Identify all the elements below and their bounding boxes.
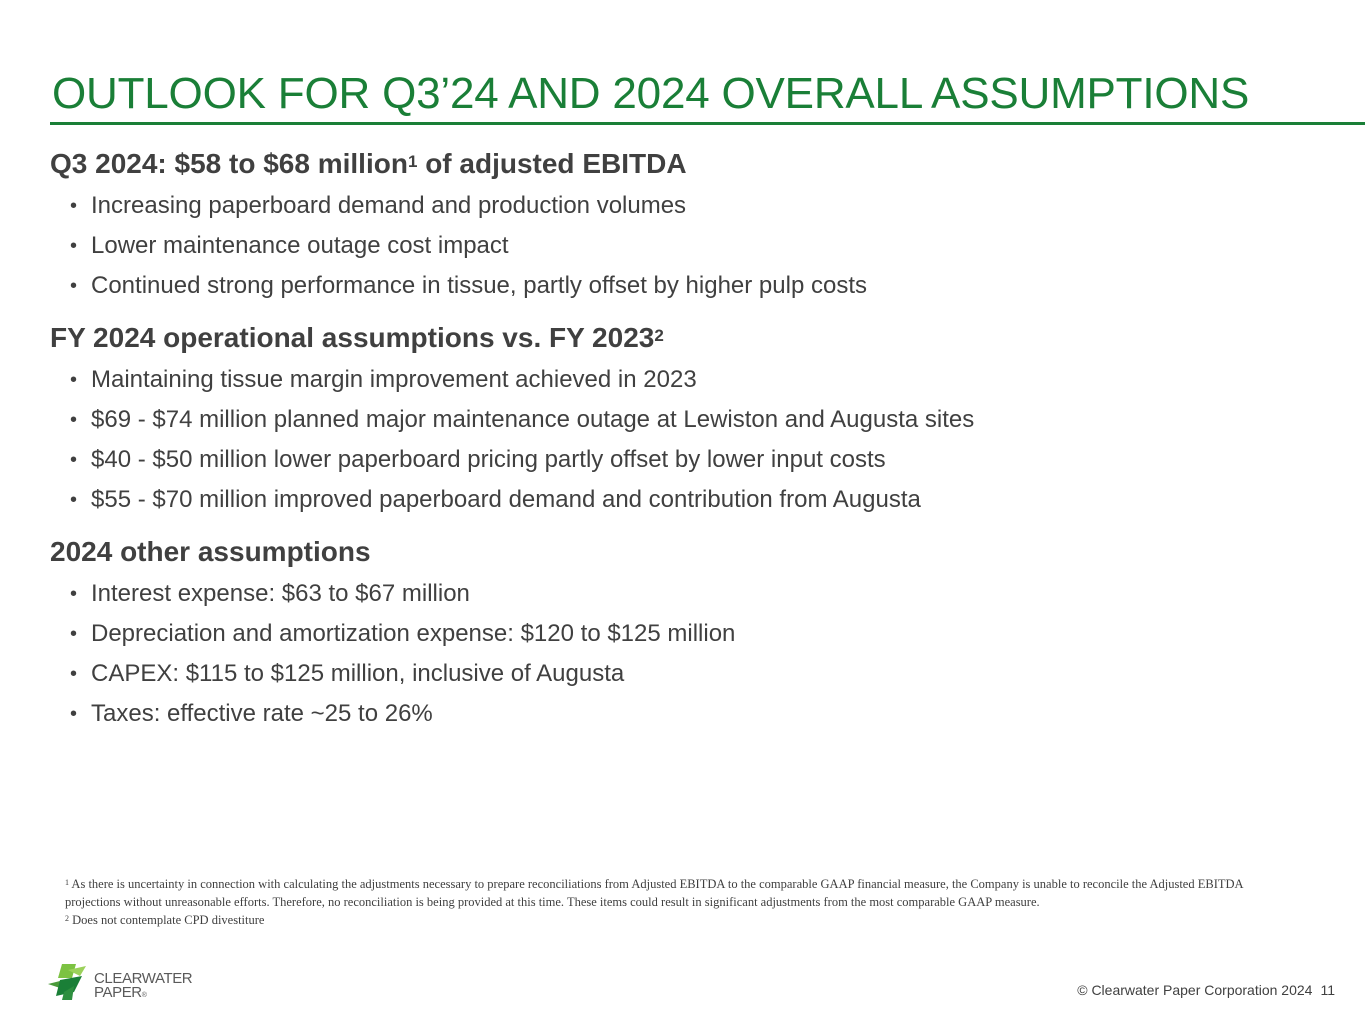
bullet-item (50, 574, 1330, 614)
section-heading (50, 146, 1330, 182)
bullet-icon: • (70, 235, 78, 257)
section-fy-operational (50, 320, 1330, 520)
footnote-1 (65, 875, 1285, 911)
bullet-text: Continued strong performance in tissue, partly offset by higher pulp costs (91, 272, 867, 299)
bullet-item (50, 226, 1330, 266)
section-heading (50, 320, 1330, 356)
bullet-item (50, 654, 1330, 694)
footnote-marker: 1 (65, 878, 69, 887)
bullet-text: Taxes: effective rate ~25 to 26% (91, 700, 433, 727)
section-other-assumptions (50, 534, 1330, 734)
footnote-text: As there is uncertainty in connection with calculating the adjustments necessary to prepare reconciliations from Adjusted EBITDA to the comparable GAAP financial measure, the Company is unable to reconcile the Adjusted EBITDA projections without unreasonable efforts. Therefore, no reconciliation is being provided at this time. These items could result in significant adjustments from the most comparable GAAP measure. (65, 877, 1243, 909)
bullet-item (50, 480, 1330, 520)
bullet-text: Interest expense: $63 to $67 million (91, 580, 470, 607)
bullet-item (50, 614, 1330, 654)
footnote-ref: 1 (407, 152, 418, 171)
bullet-icon: • (70, 583, 78, 605)
slide-title: OUTLOOK FOR Q3’24 AND 2024 OVERALL ASSUMPTIONS (52, 69, 1250, 118)
bullet-text: Depreciation and amortization expense: $120 to $125 million (91, 620, 736, 647)
bullet-item (50, 694, 1330, 734)
bullet-item (50, 266, 1330, 306)
footnote-text: Does not contemplate CPD divestiture (69, 913, 265, 927)
bullet-icon: • (70, 663, 78, 685)
bullet-icon: • (70, 489, 78, 511)
logo-line-2 (94, 986, 192, 1003)
section-heading-tail: of adjusted EBITDA (417, 148, 687, 179)
title-divider (50, 122, 1365, 125)
footnotes (65, 875, 1285, 929)
bullet-text: Lower maintenance outage cost impact (91, 232, 509, 259)
bullet-list (50, 574, 1330, 734)
bullet-icon: • (70, 703, 78, 725)
bullet-icon: • (70, 369, 78, 391)
bullet-list (50, 360, 1330, 520)
section-heading-text: FY 2024 operational assumptions vs. FY 2023 (50, 322, 655, 353)
slide-content (50, 146, 1330, 748)
bullet-icon: • (70, 449, 78, 471)
bullet-list (50, 186, 1330, 306)
bullet-text: $55 - $70 million improved paperboard demand and contribution from Augusta (91, 486, 921, 513)
bullet-icon: • (70, 195, 78, 217)
section-heading (50, 534, 1330, 570)
bullet-text: Increasing paperboard demand and production volumes (91, 192, 687, 219)
bullet-item (50, 186, 1330, 226)
bullet-item (50, 360, 1330, 400)
section-q3-outlook (50, 146, 1330, 306)
company-logo (46, 962, 206, 1004)
logo-wordmark (94, 972, 192, 1003)
footnote-2 (65, 911, 1285, 929)
bullet-text: Maintaining tissue margin improvement achieved in 2023 (91, 366, 697, 393)
logo-line-1: CLEARWATER (94, 970, 193, 987)
bullet-item (50, 400, 1330, 440)
section-heading-text: 2024 other assumptions (50, 536, 371, 567)
leaf-logo-icon (46, 962, 92, 1002)
page-number: 11 (1320, 982, 1335, 998)
footnote-ref: 2 (654, 326, 664, 345)
registered-mark: ® (141, 992, 147, 999)
bullet-icon: • (70, 275, 78, 297)
bullet-text: $69 - $74 million planned major maintenance outage at Lewiston and Augusta sites (91, 406, 975, 433)
bullet-item (50, 440, 1330, 480)
bullet-text: CAPEX: $115 to $125 million, inclusive of Augusta (91, 660, 625, 687)
bullet-text: $40 - $50 million lower paperboard pricing partly offset by lower input costs (91, 446, 886, 473)
logo-line-2-text: PAPER (94, 984, 142, 1001)
bullet-icon: • (70, 409, 78, 431)
bullet-icon: • (70, 623, 78, 645)
slide-footer (1077, 982, 1335, 998)
copyright-text: © Clearwater Paper Corporation 2024 (1077, 982, 1313, 998)
footnote-marker: 2 (65, 914, 69, 923)
section-heading-text: Q3 2024: $58 to $68 million (50, 148, 408, 179)
